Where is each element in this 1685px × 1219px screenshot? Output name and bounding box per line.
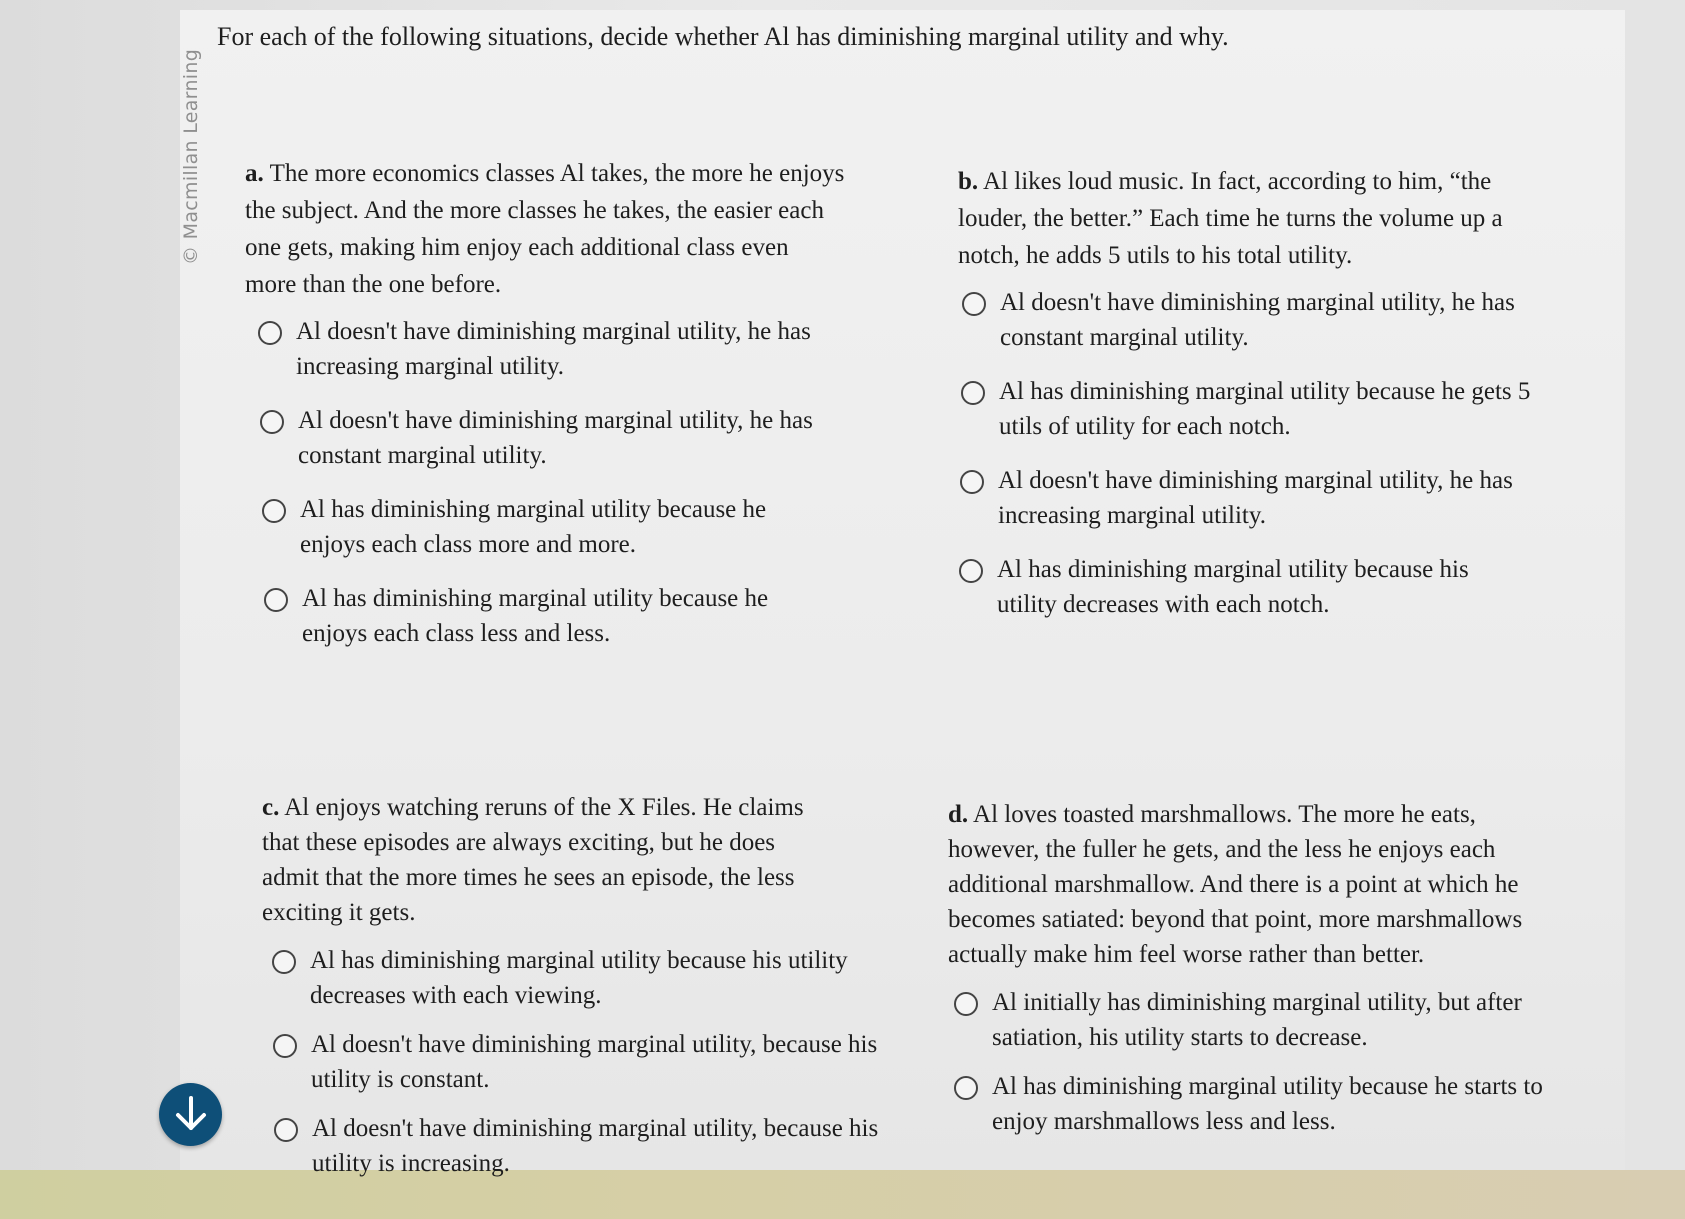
part-c-label: c.: [262, 794, 280, 821]
option-label: Al has diminishing marginal utility because his utility decreases with each notch.: [997, 556, 1469, 618]
part-b-option-4[interactable]: [957, 552, 1517, 622]
part-b-prompt-text: Al likes loud music. In fact, according to him, “the louder, the better.” Each time he turns the volume up a notch, he adds 5 utils to his total utility.: [958, 168, 1503, 269]
part-a-prompt-text: The more economics classes Al takes, the more he enjoys the subject. And the more classes he takes, the easier each one gets, making him enjoy each additional class even more than the one before.: [245, 160, 845, 298]
option-label: Al doesn't have diminishing marginal utility, he has increasing marginal utility.: [296, 318, 811, 380]
radio-button[interactable]: [262, 499, 286, 523]
part-d-option-1[interactable]: [952, 985, 1562, 1055]
radio-button[interactable]: [954, 992, 978, 1016]
part-c-option-1[interactable]: [270, 943, 850, 1013]
option-label: Al has diminishing marginal utility because he starts to enjoy marshmallows less and less.: [992, 1073, 1543, 1135]
part-c-option-3[interactable]: [272, 1111, 882, 1181]
part-a: [245, 155, 845, 651]
radio-button[interactable]: [960, 470, 984, 494]
part-b-option-1[interactable]: [960, 285, 1570, 355]
radio-button[interactable]: [954, 1076, 978, 1100]
part-a-option-4[interactable]: [262, 581, 837, 651]
part-b-option-2[interactable]: [959, 374, 1569, 444]
part-d-label: d.: [948, 801, 969, 828]
part-b: [958, 163, 1558, 622]
option-label: Al has diminishing marginal utility because he enjoys each class less and less.: [302, 585, 769, 647]
part-a-label: a.: [245, 160, 264, 187]
part-c: [262, 790, 879, 1181]
part-a-option-2[interactable]: [258, 403, 868, 473]
radio-button[interactable]: [962, 292, 986, 316]
scroll-down-button[interactable]: [159, 1083, 222, 1146]
part-d-prompt-text: Al loves toasted marshmallows. The more he eats, however, the fuller he gets, and the less he enjoys each additional marshmallow. And there is a point at which he becomes satiated: beyond that point, more marshmallows actually make him feel worse rather than better.: [948, 801, 1523, 968]
copyright-watermark: © Macmillan Learning: [180, 48, 202, 265]
option-label: Al doesn't have diminishing marginal utility, because his utility is increasing.: [312, 1115, 879, 1177]
part-a-prompt: [245, 155, 845, 303]
option-label: Al initially has diminishing marginal utility, but after satiation, his utility starts to decrease.: [992, 989, 1522, 1051]
radio-button[interactable]: [959, 559, 983, 583]
part-b-label: b.: [958, 168, 979, 195]
part-c-prompt: [262, 790, 832, 930]
radio-button[interactable]: [264, 588, 288, 612]
option-label: Al doesn't have diminishing marginal utility, he has constant marginal utility.: [1000, 289, 1515, 351]
radio-button[interactable]: [274, 1118, 298, 1142]
option-label: Al doesn't have diminishing marginal utility, because his utility is constant.: [311, 1031, 878, 1093]
part-d-prompt: [948, 797, 1553, 972]
option-label: Al has diminishing marginal utility because he gets 5 utils of utility for each notch.: [999, 378, 1531, 440]
part-c-prompt-text: Al enjoys watching reruns of the X Files. He claims that these episodes are always exciting, but he does admit that the more times he sees an episode, the less exciting it gets.: [262, 794, 804, 926]
radio-button[interactable]: [260, 410, 284, 434]
part-b-prompt: [958, 163, 1558, 274]
option-label: Al doesn't have diminishing marginal utility, he has increasing marginal utility.: [998, 467, 1513, 529]
part-a-option-3[interactable]: [260, 492, 835, 562]
part-a-option-1[interactable]: [256, 314, 866, 384]
question-text: For each of the following situations, decide whether Al has diminishing marginal utility and why.: [217, 22, 1229, 51]
radio-button[interactable]: [272, 950, 296, 974]
radio-button[interactable]: [961, 381, 985, 405]
radio-button[interactable]: [258, 321, 282, 345]
part-b-option-3[interactable]: [958, 463, 1568, 533]
part-c-option-2[interactable]: [271, 1027, 881, 1097]
radio-button[interactable]: [273, 1034, 297, 1058]
part-d-option-2[interactable]: [952, 1069, 1562, 1139]
option-label: Al doesn't have diminishing marginal utility, he has constant marginal utility.: [298, 407, 813, 469]
arrow-down-icon: [173, 1095, 209, 1133]
part-d: [948, 797, 1553, 1139]
option-label: Al has diminishing marginal utility because he enjoys each class more and more.: [300, 496, 767, 558]
option-label: Al has diminishing marginal utility because his utility decreases with each viewing.: [310, 947, 848, 1009]
